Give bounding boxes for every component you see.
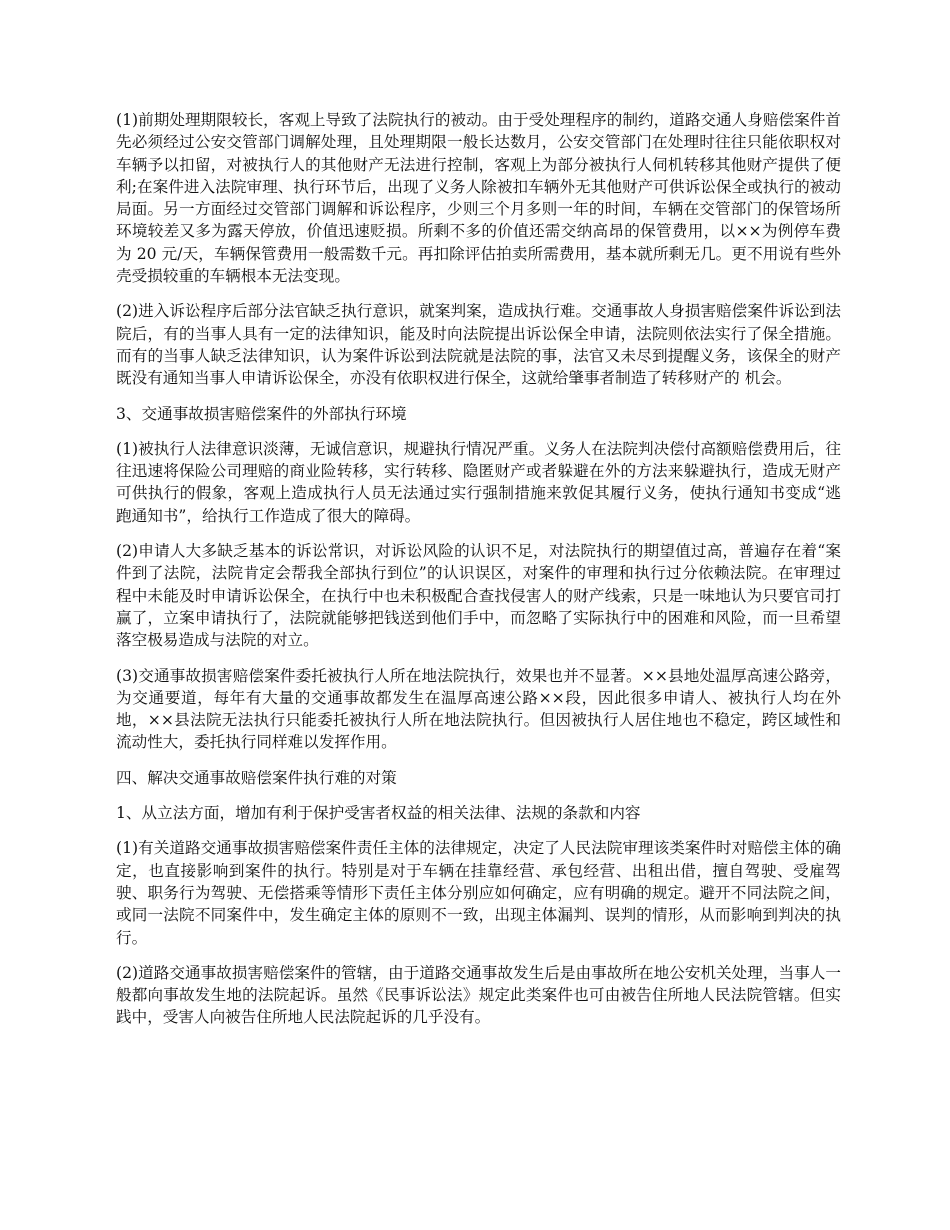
paragraph-jurisdiction: (2)道路交通事故损害赔偿案件的管辖，由于道路交通事故发生后是由事故所在地公安机关处理，当事人一般都向事故发生地的法院起诉。虽然《民事诉讼法》规定此类案件也可由被告住所地人民法院管辖。但实践中，受害人向被告住所地人民法院起诉的几乎没有。 xyxy=(116,963,841,1027)
section-heading-countermeasures: 四、解决交通事故赔偿案件执行难的对策 xyxy=(116,768,397,787)
paragraph-early-handling-period: (1)前期处理期限较长，客观上导致了法院执行的被动。由于受处理程序的制约，道路交通人身赔偿案件首先必须经过公安交管部门调解处理，且处理期限一般长达数月，公安交管部门在处理时往往只能依职权对车辆予以扣留，对被执行人的其他财产无法进行控制，客观上为部分被执行人伺机转移其他财产提供了便利;在案件进入法院审理、执行环节后，出现了义务人除被扣车辆外无其他财产可供诉讼保全或执行的被动局面。另一方面经过交管部门调解和诉讼程序，少则三个月多则一年的时间，车辆在交管部门的保管场所环境较差又多为露天停放，价值迅速贬损。所剩不多的价值还需交纳高昂的保管费用，以××为例停车费为 20 元/天，车辆保管费用一般需数千元。再扣除评估拍卖所需费用，基本就所剩无几。更不用说有些外壳受损较重的车辆根本无法变现。 xyxy=(116,111,841,286)
subsection-heading-legislation: 1、从立法方面，增加有利于保护受害者权益的相关法律、法规的条款和内容 xyxy=(116,804,641,823)
paragraph-litigation-enforcement-awareness: (2)进入诉讼程序后部分法官缺乏执行意识，就案判案，造成执行难。交通事故人身损害赔偿案件诉讼到法院后，有的当事人具有一定的法律知识，能及时向法院提出诉讼保全申请，法院则依法实行了保全措施。而有的当事人缺乏法律知识，认为案件诉讼到法院就是法院的事，法官又未尽到提醒义务，该保全的财产既没有通知当事人申请诉讼保全，亦没有依职权进行保全，这就给肇事者制造了转移财产的 机会。 xyxy=(116,302,841,388)
paragraph-entrusted-execution: (3)交通事故损害赔偿案件委托被执行人所在地法院执行，效果也并不显著。××县地处温厚高速公路旁，为交通要道，每年有大量的交通事故都发生在温厚高速公路××段，因此很多申请人、被执行人均在外地，××县法院无法执行只能委托被执行人所在地法院执行。但因被执行人居住地也不稳定，跨区域性和流动性大，委托执行同样难以发挥作用。 xyxy=(116,666,841,752)
section-heading-external-environment: 3、交通事故损害赔偿案件的外部执行环境 xyxy=(116,404,407,423)
paragraph-applicant-common-sense: (2)申请人大多缺乏基本的诉讼常识，对诉讼风险的认识不足，对法院执行的期望值过高，普遍存在着“案件到了法院，法院肯定会帮我全部执行到位”的认识误区，对案件的审理和执行过分依赖法院。在审理过程中未能及时申请诉讼保全，在执行中也未积极配合查找侵害人的财产线索，只是一味地认为只要官司打赢了，立案申请执行了，法院就能够把钱送到他们手中，而忽略了实际执行中的困难和风险，而一旦希望落空极易造成与法院的对立。 xyxy=(116,542,841,650)
document-page xyxy=(116,109,841,1042)
paragraph-liability-subject: (1)有关道路交通事故损害赔偿案件责任主体的法律规定，决定了人民法院审理该类案件时对赔偿主体的确定，也直接影响到案件的执行。特别是对于车辆在挂靠经营、承包经营、出租出借，擅自驾驶、受雇驾驶、职务行为驾驶、无偿搭乘等情形下责任主体分别应如何确定，应有明确的规定。避开不同法院之间，或同一法院不同案件中，发生确定主体的原则不一致，出现主体漏判、误判的情形，从而影响到判决的执行。 xyxy=(116,839,841,947)
paragraph-legal-awareness: (1)被执行人法律意识淡薄，无诚信意识，规避执行情况严重。义务人在法院判决偿付高额赔偿费用后，往往迅速将保险公司理赔的商业险转移，实行转移、隐匿财产或者躲避在外的方法来躲避执行，造成无财产可供执行的假象，客观上造成执行人员无法通过实行强制措施来敦促其履行义务，使执行通知书变成“逃跑通知书”，给执行工作造成了很大的障碍。 xyxy=(116,439,841,525)
